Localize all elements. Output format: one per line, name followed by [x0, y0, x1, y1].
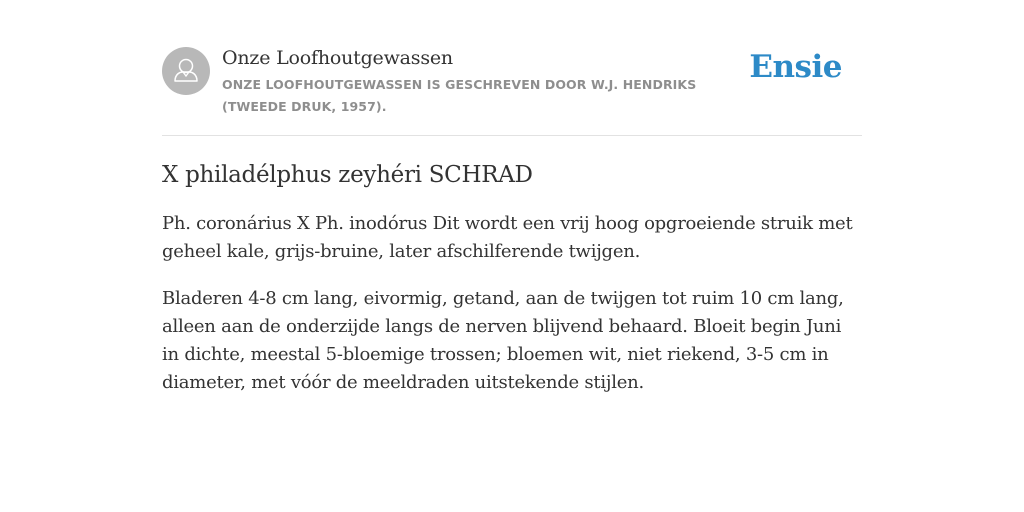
user-avatar-icon[interactable] [162, 47, 210, 95]
page-header [162, 46, 862, 116]
article-title: X philadélphus zeyhéri SCHRAD [162, 162, 533, 188]
article-content [162, 158, 862, 416]
author-block [222, 46, 762, 118]
author-description: ONZE LOOFHOUTGEWASSEN IS GESCHREVEN DOOR W.J. HENDRIKS (TWEEDE DRUK, 1957). [222, 77, 697, 114]
article-paragraph: Bladeren 4-8 cm lang, eivormig, getand, aan de twijgen tot ruim 10 cm lang, alleen aan de onderzijde langs de nerven blijvend behaard. Bloeit begin Juni in dichte, meestal 5-bloemige trossen; bloemen wit, niet riekend, 3-5 cm in diameter, met vóór de meeldraden uitstekende stijlen. [162, 288, 844, 393]
ensie-logo[interactable]: Ensie [749, 49, 842, 85]
header-divider [162, 135, 862, 136]
article-paragraph: Ph. coronárius X Ph. inodórus Dit wordt een vrij hoog opgroeiende struik met geheel kale, grijs-bruine, later afschilferende twijgen. [162, 213, 853, 262]
author-name[interactable]: Onze Loofhoutgewassen [222, 47, 453, 69]
